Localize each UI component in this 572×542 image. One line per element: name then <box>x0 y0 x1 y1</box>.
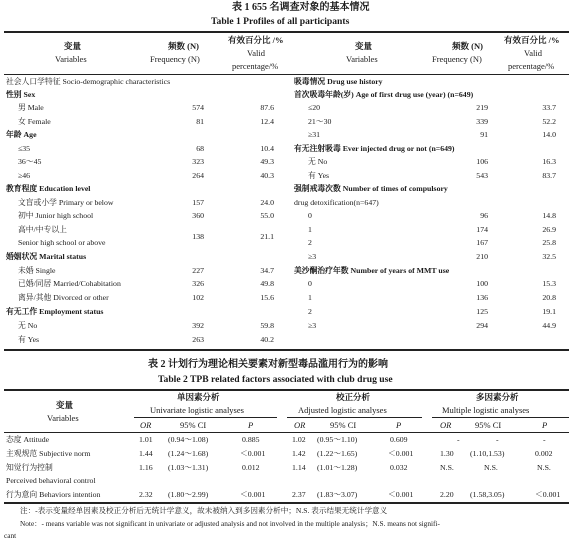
table2-top-rule <box>4 389 569 391</box>
edu-1-label: 文盲或小学 Primary or below <box>18 198 114 207</box>
multi-p: N.S. <box>537 463 551 472</box>
table1-header-rule <box>4 74 569 75</box>
employment-1-label: 无 No <box>18 321 38 330</box>
mmt-2-pct: 19.1 <box>542 307 556 316</box>
table2-row-label: 态度 Attitude <box>6 435 50 444</box>
detox-1-pct: 26.9 <box>542 225 556 234</box>
marital-2-label: 已婚/同居 Married/Cohabitation <box>18 279 121 288</box>
adj-ci: (1.22～1.65) <box>317 449 358 458</box>
age-first-2-n: 339 <box>476 117 488 126</box>
age-first-1-n: 219 <box>476 103 488 112</box>
table2-note-en-line2: cant <box>4 531 17 540</box>
table2-note-cn: 注：-表示变量经单因素及校正分析后无统计学意义，故未被纳入到多因素分析中；N.S. 表示结果无统计学意义 <box>20 506 388 515</box>
adj-p: 0.032 <box>390 463 408 472</box>
table2-note-en-line1: Note：- means variable was not significant in univariate or adjusted analysis and not involved in the multiple analysis；N.S. means not signifi- <box>20 519 440 528</box>
marital-3-n: 102 <box>192 293 204 302</box>
mmt-3-n: 294 <box>476 321 488 330</box>
multi-or: 2.20 <box>440 490 454 499</box>
age-first-heading: 首次吸毒年龄(岁) Age of first drug use (year) (n=649) <box>294 90 474 99</box>
table2-multi-rule <box>432 417 569 418</box>
edu-1-n: 157 <box>192 198 204 207</box>
mmt-0-pct: 15.3 <box>542 279 556 288</box>
detox-1-n: 174 <box>476 225 488 234</box>
edu-heading: 教育程度 Education level <box>6 184 91 193</box>
adj-or-header: OR <box>294 420 306 430</box>
table2-caption-cn: 表 2 计划行为理论相关要素对新型毒品滥用行为的影响 <box>148 359 388 370</box>
mmt-2-label: 2 <box>308 307 312 316</box>
mmt-0-n: 100 <box>476 279 488 288</box>
mmt-3-pct: 44.9 <box>542 321 556 330</box>
age-3-pct: 40.3 <box>260 171 274 180</box>
table2-header-uni-cn: 单因素分析 <box>177 392 220 402</box>
detox-2-pct: 25.8 <box>542 238 556 247</box>
mmt-1-n: 136 <box>476 293 488 302</box>
table2-row-label: 知觉行为控制 <box>6 463 53 472</box>
marital-3-pct: 15.6 <box>260 293 274 302</box>
adj-or: 1.14 <box>292 463 306 472</box>
adj-or: 1.42 <box>292 449 306 458</box>
detox-3-label: ≥3 <box>308 252 317 261</box>
age-heading: 年龄 Age <box>6 130 37 139</box>
table1-right-header-pct-en1: Valid <box>524 48 542 58</box>
employment-2-pct: 40.2 <box>260 335 274 344</box>
edu-1-pct: 24.0 <box>260 198 274 207</box>
table2-header-adj-en: Adjusted logistic analyses <box>298 405 387 415</box>
female-label: 女 Female <box>18 117 51 126</box>
mmt-1-pct: 20.8 <box>542 293 556 302</box>
marital-1-n: 227 <box>192 266 204 275</box>
detox-heading-2: drug detoxification(n=647) <box>294 198 379 207</box>
male-label: 男 Male <box>18 103 44 112</box>
table1-left-header-freq-cn: 频数 (N) <box>168 41 199 51</box>
age-3-label: ≥46 <box>18 171 31 180</box>
table2-row-label-continued: Perceived behavioral control <box>6 476 96 485</box>
table2-header-rule <box>4 432 569 433</box>
table2-header-multi-en: Multiple logistic analyses <box>442 405 530 415</box>
uni-p: ＜0.001 <box>240 449 266 458</box>
table1-left-header-var-cn: 变量 <box>64 41 82 51</box>
table1-left-header-freq-en: Frequency (N) <box>150 54 200 64</box>
multi-p-header: P <box>542 420 548 430</box>
detox-0-n: 96 <box>480 211 488 220</box>
age-1-n: 68 <box>196 144 204 153</box>
edu-2-n: 360 <box>192 211 204 220</box>
detox-2-n: 167 <box>476 238 488 247</box>
adj-or: 2.37 <box>292 490 306 499</box>
detox-3-pct: 32.5 <box>542 252 556 261</box>
table1-right-header-freq-cn: 频数 (N) <box>452 41 483 51</box>
mmt-3-label: ≥3 <box>308 321 317 330</box>
employment-1-n: 392 <box>192 321 204 330</box>
multi-or: N.S. <box>440 463 454 472</box>
table1-right-header-pct-cn: 有效百分比 /% <box>504 35 560 45</box>
age-2-n: 323 <box>192 157 204 166</box>
employment-1-pct: 59.8 <box>260 321 274 330</box>
marital-2-pct: 49.8 <box>260 279 274 288</box>
detox-1-label: 1 <box>308 225 312 234</box>
age-3-n: 264 <box>192 171 204 180</box>
marital-1-label: 未婚 Single <box>18 266 56 275</box>
multi-or: - <box>457 435 460 444</box>
table1-right-header-var-cn: 变量 <box>355 41 373 51</box>
table1-left-header-pct-en2: percentage/% <box>232 61 279 71</box>
multi-ci: (1.58,3.05) <box>470 490 505 499</box>
marital-1-pct: 34.7 <box>260 266 274 275</box>
table1-top-rule <box>4 31 569 33</box>
detox-3-n: 210 <box>476 252 488 261</box>
inject-1-n: 106 <box>476 157 488 166</box>
uni-or: 1.16 <box>139 463 153 472</box>
sex-heading: 性别 Sex <box>6 90 36 99</box>
age-first-3-pct: 14.0 <box>542 130 556 139</box>
male-n: 574 <box>192 103 204 112</box>
table1-caption-cn: 表 1 655 名调查对象的基本情况 <box>232 2 370 13</box>
age-first-2-label: 21～30 <box>308 117 332 126</box>
detox-0-pct: 14.8 <box>542 211 556 220</box>
female-pct: 12.4 <box>260 117 274 126</box>
age-first-3-n: 91 <box>480 130 488 139</box>
left-section-title: 社会人口学特征 Socio-demographic characteristics <box>6 77 171 86</box>
table2-bottom-rule <box>4 502 569 504</box>
uni-or-header: OR <box>140 420 152 430</box>
uni-p: 0.012 <box>242 463 260 472</box>
uni-ci: (1.80～2.99) <box>168 490 209 499</box>
age-first-2-pct: 52.2 <box>542 117 556 126</box>
multi-ci: N.S. <box>484 463 498 472</box>
uni-p-header: P <box>248 420 254 430</box>
table1-left-header-var-en: Variables <box>55 54 87 64</box>
uni-ci: (0.94～1.08) <box>168 435 209 444</box>
adj-p: ＜0.001 <box>388 490 414 499</box>
age-2-pct: 49.3 <box>260 157 274 166</box>
edu-2-pct: 55.0 <box>260 211 274 220</box>
employment-heading: 有无工作 Employment status <box>6 307 104 316</box>
marital-3-label: 离异/其他 Divorced or other <box>18 293 109 302</box>
inject-2-pct: 83.7 <box>542 171 556 180</box>
inject-1-pct: 16.3 <box>542 157 556 166</box>
employment-2-label: 有 Yes <box>18 335 40 344</box>
detox-2-label: 2 <box>308 238 312 247</box>
multi-ci: (1.10,1.53) <box>470 449 505 458</box>
age-first-1-pct: 33.7 <box>542 103 556 112</box>
uni-or: 1.01 <box>139 435 153 444</box>
age-first-1-label: ≤20 <box>308 103 321 112</box>
inject-2-n: 543 <box>476 171 488 180</box>
table2-header-uni-en: Univariate logistic analyses <box>150 405 244 415</box>
table2-adj-rule <box>287 417 422 418</box>
table2-row-label: 行为意向 Behaviors intention <box>6 490 101 499</box>
age-1-label: ≤35 <box>18 144 31 153</box>
uni-ci: (1.03～1.31) <box>168 463 209 472</box>
table1-right-header-freq-en: Frequency (N) <box>432 54 482 64</box>
mmt-1-label: 1 <box>308 293 312 302</box>
multi-p: ＜0.001 <box>535 490 561 499</box>
table2-header-adj-cn: 校正分析 <box>336 392 371 402</box>
adj-ci: (1.01～1.28) <box>317 463 358 472</box>
adj-p: 0.609 <box>390 435 408 444</box>
adj-p: ＜0.001 <box>388 449 414 458</box>
right-section-title: 吸毒情况 Drug use history <box>294 77 383 86</box>
female-n: 81 <box>196 117 204 126</box>
mmt-2-n: 125 <box>476 307 488 316</box>
table2-caption-en: Table 2 TPB related factors associated with club drug use <box>158 374 393 385</box>
multi-p: 0.002 <box>535 449 553 458</box>
multi-ci: - <box>496 435 499 444</box>
age-2-label: 36～45 <box>18 157 42 166</box>
marital-2-n: 326 <box>192 279 204 288</box>
table2-header-var-en: Variables <box>47 413 79 423</box>
age-first-3-label: ≥31 <box>308 130 321 139</box>
uni-ci: (1.24～1.68) <box>168 449 209 458</box>
uni-p: ＜0.001 <box>240 490 266 499</box>
table1-right-header-pct-en2: percentage/% <box>508 61 555 71</box>
inject-2-label: 有 Yes <box>308 171 330 180</box>
mmt-0-label: 0 <box>308 279 312 288</box>
table2-uni-rule <box>134 417 277 418</box>
uni-p: 0.885 <box>242 435 260 444</box>
employment-2-n: 263 <box>192 335 204 344</box>
edu-3-label-cn: 高中/中专以上 <box>18 225 67 234</box>
table2-header-var-cn: 变量 <box>56 400 74 410</box>
edu-3-pct: 21.1 <box>260 232 274 241</box>
detox-0-label: 0 <box>308 211 312 220</box>
adj-or: 1.02 <box>292 435 306 444</box>
uni-or: 2.32 <box>139 490 153 499</box>
table2-row-label: 主观规范 Subjective norm <box>6 449 91 458</box>
mmt-heading: 美沙酮治疗年数 Number of years of MMT use <box>294 266 450 275</box>
edu-3-n: 138 <box>192 232 204 241</box>
inject-heading: 有无注射吸毒 Ever injected drug or not (n=649) <box>294 144 455 153</box>
male-pct: 87.6 <box>260 103 274 112</box>
table1-left-header-pct-en1: Valid <box>247 48 265 58</box>
table1-right-header-var-en: Variables <box>346 54 378 64</box>
uni-or: 1.44 <box>139 449 153 458</box>
inject-1-label: 无 No <box>308 157 328 166</box>
adj-ci: (1.83～3.07) <box>317 490 358 499</box>
multi-ci-header: 95% CI <box>475 420 502 430</box>
multi-p: - <box>543 435 546 444</box>
edu-2-label: 初中 Junior high school <box>18 211 94 220</box>
detox-heading-1: 强制戒毒次数 Number of times of compulsory <box>294 184 448 193</box>
table1-left-header-pct-cn: 有效百分比 /% <box>228 35 284 45</box>
multi-or-header: OR <box>440 420 452 430</box>
adj-ci: (0.95～1.10) <box>317 435 358 444</box>
age-1-pct: 10.4 <box>260 144 274 153</box>
table1-caption-en: Table 1 Profiles of all participants <box>211 16 350 27</box>
table1-bottom-rule <box>4 349 569 351</box>
adj-ci-header: 95% CI <box>330 420 357 430</box>
uni-ci-header: 95% CI <box>180 420 207 430</box>
table2-header-multi-cn: 多因素分析 <box>476 392 519 402</box>
adj-p-header: P <box>396 420 402 430</box>
multi-or: 1.30 <box>440 449 454 458</box>
marital-heading: 婚姻状况 Marital status <box>6 252 87 261</box>
edu-3-label-en: Senior high school or above <box>18 238 106 247</box>
